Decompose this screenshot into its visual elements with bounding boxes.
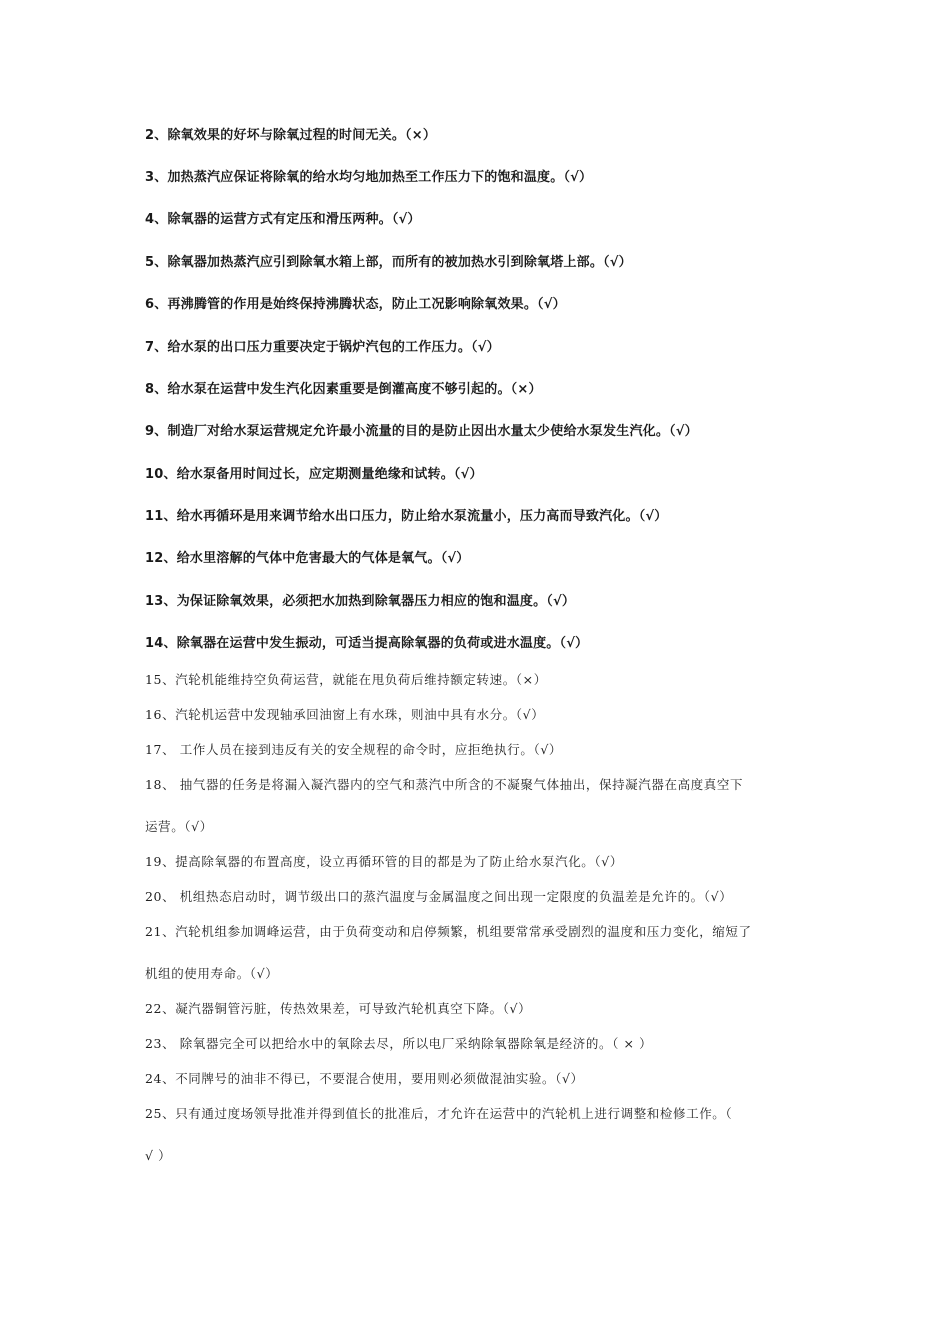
question-3: 3、加热蒸汽应保证将除氧的给水均匀地加热至工作压力下的饱和温度。（√） [145, 170, 593, 185]
question-19: 19、提高除氧器的布置高度，设立再循环管的目的都是为了防止给水泵汽化。（√） [145, 854, 623, 869]
question-5: 5、除氧器加热蒸汽应引到除氧水箱上部，而所有的被加热水引到除氧塔上部。（√） [145, 255, 632, 270]
question-9: 9、制造厂对给水泵运营规定允许最小流量的目的是防止因出水量太少使给水泵发生汽化。（√） [145, 424, 698, 439]
question-17: 17、 工作人员在接到违反有关的安全规程的命令时，应拒绝执行。（√） [145, 742, 562, 757]
question-24: 24、不同牌号的油非不得已，不要混合使用，要用则必须做混油实验。（√） [145, 1071, 584, 1086]
question-16: 16、汽轮机运营中发现轴承回油窗上有水珠，则油中具有水分。（√） [145, 707, 545, 722]
question-7: 7、给水泵的出口压力重要决定于锅炉汽包的工作压力。（√） [145, 340, 500, 355]
question-21-continued: 机组的使用寿命。（√） [145, 966, 279, 981]
question-20: 20、 机组热态启动时，调节级出口的蒸汽温度与金属温度之间出现一定限度的负温差是允许的。（√） [145, 889, 733, 904]
question-14: 14、除氧器在运营中发生振动，可适当提高除氧器的负荷或进水温度。（√） [145, 636, 589, 651]
question-8: 8、给水泵在运营中发生汽化因素重要是倒灌高度不够引起的。（×） [145, 382, 542, 397]
question-22: 22、凝汽器铜管污脏，传热效果差，可导致汽轮机真空下降。（√） [145, 1001, 532, 1016]
question-23: 23、 除氧器完全可以把给水中的氧除去尽，所以电厂采纳除氧器除氧是经济的。（ × ） [145, 1036, 653, 1051]
question-2: 2、除氧效果的好坏与除氧过程的时间无关。（×） [145, 128, 437, 143]
question-10: 10、给水泵备用时间过长，应定期测量绝缘和试转。（√） [145, 467, 483, 482]
question-18: 18、 抽气器的任务是将漏入凝汽器内的空气和蒸汽中所含的不凝聚气体抽出，保持凝汽器在高度真空下 [145, 777, 744, 792]
question-18-continued: 运营。（√） [145, 819, 213, 834]
question-4: 4、除氧器的运营方式有定压和滑压两种。（√） [145, 212, 421, 227]
question-21: 21、汽轮机组参加调峰运营，由于负荷变动和启停频繁，机组要常常承受剧烈的温度和压力变化，缩短了 [145, 924, 752, 939]
question-6: 6、再沸腾管的作用是始终保持沸腾状态，防止工况影响除氧效果。（√） [145, 297, 566, 312]
question-25-continued: √ ） [145, 1148, 172, 1163]
question-15: 15、汽轮机能维持空负荷运营，就能在甩负荷后维持额定转速。（×） [145, 672, 547, 687]
question-13: 13、为保证除氧效果，必须把水加热到除氧器压力相应的饱和温度。（√） [145, 594, 576, 609]
question-12: 12、给水里溶解的气体中危害最大的气体是氧气。（√） [145, 551, 470, 566]
question-25: 25、只有通过度场领导批准并得到值长的批准后，才允许在运营中的汽轮机上进行调整和检修工作。（ [145, 1106, 733, 1121]
question-11: 11、给水再循环是用来调节给水出口压力，防止给水泵流量小，压力高而导致汽化。（√） [145, 509, 668, 524]
